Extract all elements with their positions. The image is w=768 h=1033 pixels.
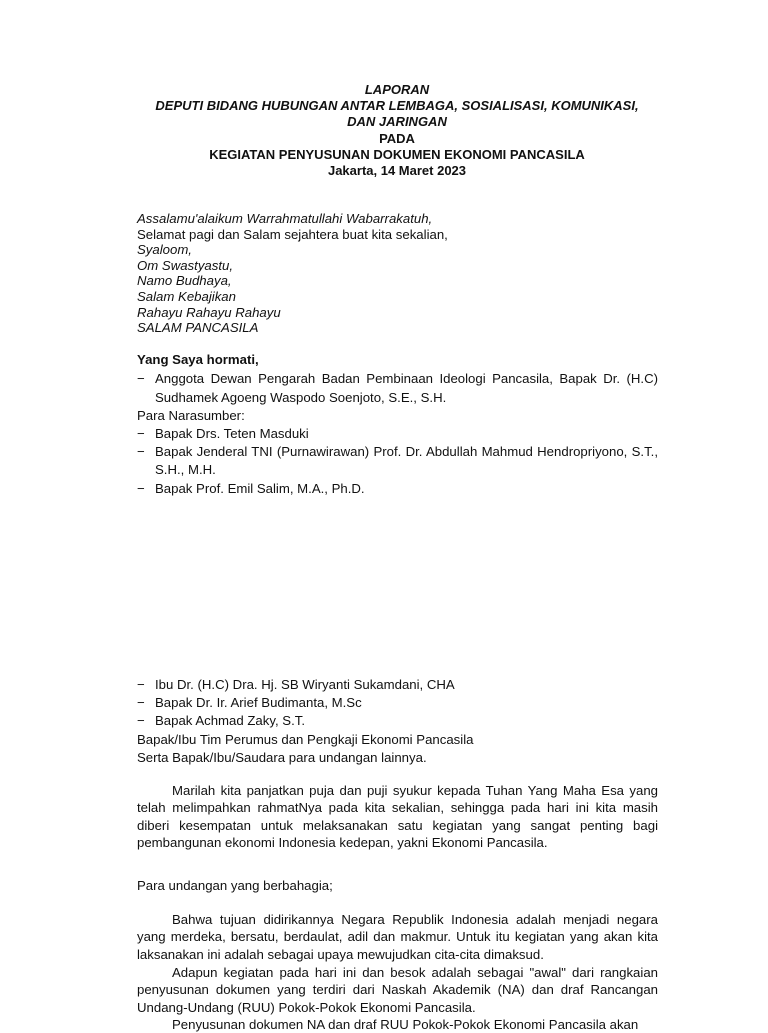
dash-bullet: −: [137, 371, 145, 387]
list-item: [137, 443, 658, 479]
greeting-line: Syaloom,: [137, 242, 192, 258]
paragraph-activity: Adapun kegiatan pada hari ini dan besok adalah sebagai "awal" dari rangkaian penyusunan dokumen yang terdiri dari Naskah Akademik (NA) dan draf Rancangan Undang-Undang (RUU) Pokok-Pokok Ekonomi Pancasila.: [137, 965, 658, 1015]
header-activity: KEGIATAN PENYUSUNAN DOKUMEN EKONOMI PANCASILA: [209, 146, 585, 162]
list-item-text: Bapak Prof. Emil Salim, M.A., Ph.D.: [155, 480, 365, 496]
dash-bullet: −: [137, 695, 145, 711]
dash-bullet: −: [137, 426, 145, 442]
list-item: [137, 694, 658, 712]
header-title: LAPORAN: [364, 82, 430, 97]
greetings-block: [137, 211, 658, 336]
greeting-line: Selamat pagi dan Salam sejahtera buat kita sekalian,: [137, 226, 448, 242]
header-place-date: Jakarta, 14 Maret 2023: [327, 163, 467, 179]
dash-bullet: −: [137, 713, 145, 729]
narasumber-label: Para Narasumber:: [137, 407, 245, 423]
list-item: [137, 712, 658, 730]
greeting-line: Namo Budhaya,: [137, 273, 232, 289]
list-item: [137, 370, 658, 406]
dash-bullet: −: [137, 480, 145, 496]
respect-list-part-1: [137, 352, 658, 498]
header-deputy-line-2: DAN JARINGAN: [347, 114, 447, 130]
paragraph-continued: Penyusunan dokumen NA dan draf RUU Pokok-Pokok Ekonomi Pancasila akan: [172, 1017, 639, 1032]
report-header: [0, 82, 768, 179]
list-item: [137, 480, 658, 498]
team-line: Bapak/Ibu Tim Perumus dan Pengkaji Ekonomi Pancasila: [137, 731, 474, 747]
greeting-line: Rahayu Rahayu Rahayu: [137, 304, 281, 320]
respect-list-part-2: [137, 676, 658, 767]
header-pada: PADA: [379, 130, 415, 146]
greeting-line: Om Swastyastu,: [137, 257, 234, 273]
header-deputy-line-1: DEPUTI BIDANG HUBUNGAN ANTAR LEMBAGA, SOSIALISASI, KOMUNIKASI,: [155, 98, 639, 114]
list-item-text: Bapak Achmad Zaky, S.T.: [155, 713, 306, 729]
dash-bullet: −: [137, 444, 145, 460]
greeting-line: Assalamu'alaikum Warrahmatullahi Wabarrakatuh,: [137, 211, 433, 226]
respect-heading: Yang Saya hormati,: [137, 352, 259, 367]
list-item: [137, 676, 658, 694]
paragraph-gratitude: Marilah kita panjatkan puja dan puji syukur kepada Tuhan Yang Maha Esa yang telah melimpahkan rahmatNya pada kita sekalian, sehingga pada hari ini kita masih diberi kesempatan untuk melaksanakan satu kegiatan yang sangat penting bagi pembangunan ekonomi Indonesia kedepan, yakni Ekonomi Pancasila.: [137, 783, 658, 851]
list-item-text: Bapak Drs. Teten Masduki: [155, 426, 309, 442]
greeting-line: SALAM PANCASILA: [137, 320, 259, 336]
list-item: [137, 425, 658, 443]
guests-line: Serta Bapak/Ibu/Saudara para undangan lainnya.: [137, 749, 427, 765]
salutation: Para undangan yang berbahagia;: [137, 878, 333, 893]
list-item-text: Ibu Dr. (H.C) Dra. Hj. SB Wiryanti Sukamdani, CHA: [155, 677, 455, 692]
paragraph-purpose: Bahwa tujuan didirikannya Negara Republik Indonesia adalah menjadi negara yang merdeka, bersatu, berdaulat, adil dan makmur. Untuk itu kegiatan yang akan kita laksanakan ini adalah sebagai upaya mewujudkan cita-cita dimaksud.: [137, 912, 658, 962]
list-item-text: Bapak Jenderal TNI (Purnawirawan) Prof. Dr. Abdullah Mahmud Hendropriyono, S.T., S.H., M.H.: [155, 444, 658, 478]
list-item-text: Anggota Dewan Pengarah Badan Pembinaan Ideologi Pancasila, Bapak Dr. (H.C) Sudhamek Agoeng Waspodo Soenjoto, S.E., S.H.: [155, 371, 658, 405]
greeting-line: Salam Kebajikan: [137, 288, 236, 304]
list-item-text: Bapak Dr. Ir. Arief Budimanta, M.Sc: [155, 695, 362, 711]
dash-bullet: −: [137, 677, 145, 692]
